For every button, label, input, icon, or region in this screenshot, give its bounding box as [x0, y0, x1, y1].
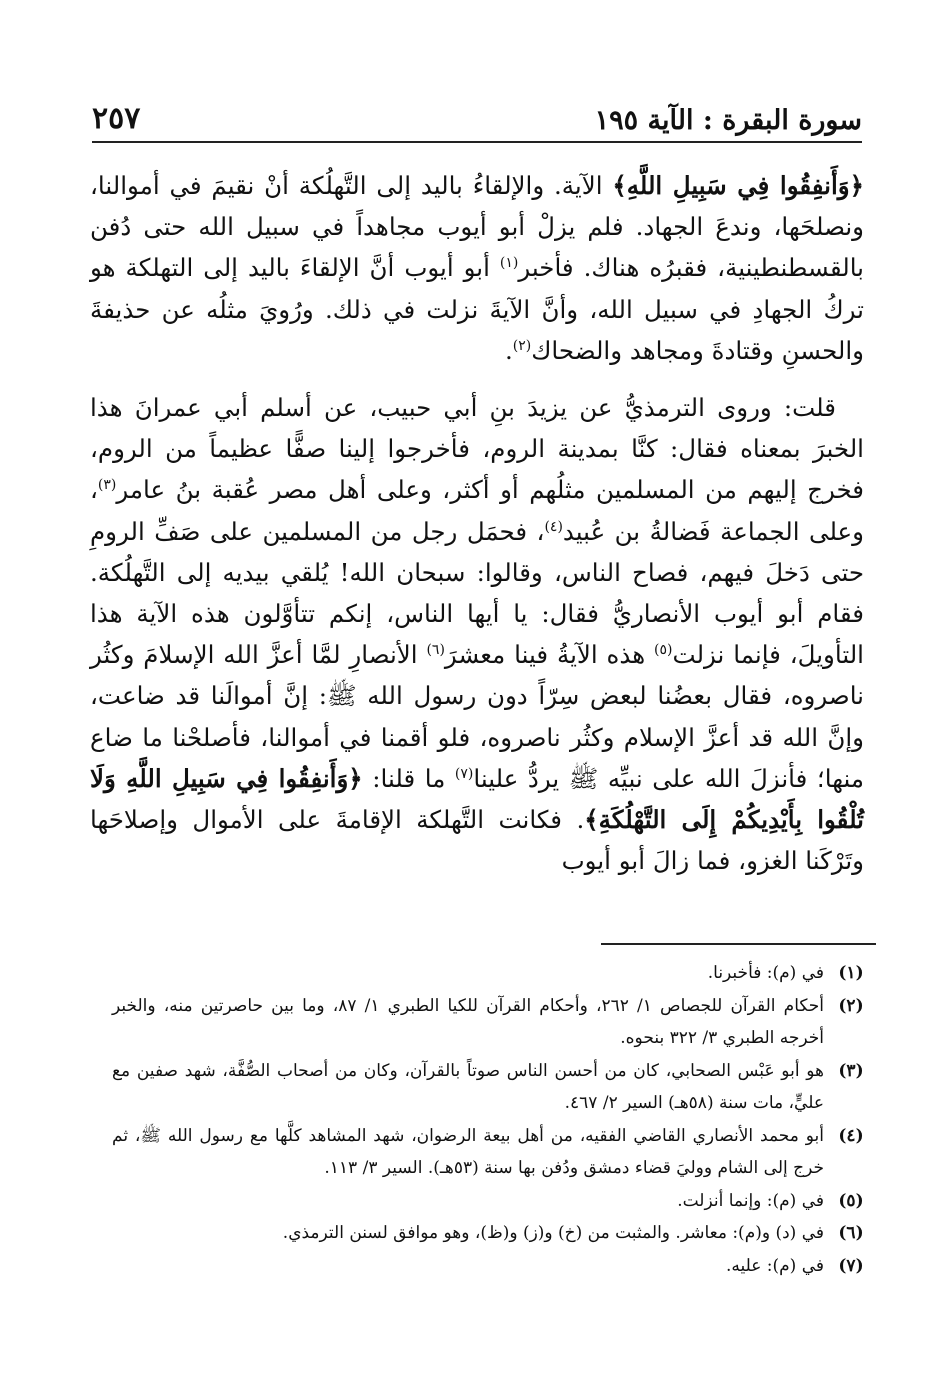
footnote-marker: (٤) — [544, 518, 563, 535]
quran-verse: ﴿وَأَنفِقُوا فِي سَبِيلِ اللَّهِ وَلَا تُلْقُوا بِأَيْدِيكُمْ إِلَى التَّهْلُكَةِ﴾ — [90, 763, 865, 835]
footnote-marker: (٦) — [426, 642, 445, 659]
footnote-divider — [601, 943, 876, 945]
footnote-marker: (٧) — [454, 765, 474, 782]
text-segment: ما قلنا: — [362, 763, 455, 793]
footnote-text: هو أبو عَبْس الصحابي، كان من أحسن الناس صوتاً بالقرآن، وكان من أصحاب الصُّفَّة، شهد صفين مع عليٍّ، مات سنة (٥٨هـ) السير ٢/ ٤٦٧. — [112, 1060, 824, 1113]
header-divider — [92, 141, 862, 143]
footnote-text: أبو محمد الأنصاري القاضي الفقيه، من أهل بيعة الرضوان، شهد المشاهد كلَّها مع رسول الله ﷺ، ثم خرج إلى الشام ووليَ قضاء دمشق ودُفن بها سنة (٥٣هـ). السير ٣/ ١١٣. — [112, 1125, 824, 1178]
text-segment: ، وعلى الجماعة فَضالةُ بن عُبيد — [90, 475, 865, 546]
main-text — [90, 165, 864, 881]
text-segment: الأنصارِ لمَّا أعزَّ الله الإسلامَ وكثُر ناصروه، فقال بعضُنا لبعض سِرّاً دون رسول الله ﷺ: إنَّ أموالَنا قد ضاعت، وإنَّ الله قد أعزَّ الإسلام وكثُر ناصروه، فلو أقمنا في أموالنا، فأصلحْنا ما ضاع منها؛ فأنزلَ الله على نبيِّه ﷺ يردُّ علينا — [90, 640, 864, 793]
text-segment: قلت: وروى الترمذيُّ عن يزيدَ بنِ أبي حبيب، عن أسلم أبي عمرانَ هذا الخبرَ بمعناه فقال: كنَّا بمدينة الروم، فأخرجوا إلينا صفًّا عظيماً من الروم، فخرج إليهم من المسلمين مثلُهم أو أكثر، وعلى أهل مصر عُقبة بنُ عامر — [90, 393, 864, 505]
footnote-item — [112, 1120, 878, 1185]
footnote-number: (٥) — [838, 1190, 864, 1211]
footnote-number: (١) — [838, 963, 864, 983]
paragraph-1 — [90, 165, 864, 371]
page-header — [92, 92, 862, 136]
quran-verse: ﴿وَأَنفِقُوا فِي سَبِيلِ اللَّهِ﴾ — [612, 171, 864, 200]
paragraph-2 — [90, 387, 864, 881]
footnote-text: في (م): عليه. — [725, 1255, 824, 1276]
footnote-text: في (م): فأخبرنا. — [707, 963, 824, 983]
text-segment: الآية. والإلقاءُ باليد إلى التَّهلُكة أنْ نقيمَ في أموالنا، ونصلحَها، وندعَ الجهاد. فلم يزلْ أبو أيوب مجاهداً في سبيل الله حتى دُفن بالقسطنطينية، فقبرُه هناك. فأخبر — [90, 171, 864, 283]
footnote-item — [112, 1217, 878, 1250]
footnote-item — [112, 990, 878, 1055]
footnote-item — [112, 1055, 878, 1120]
footnote-marker: (٢) — [512, 337, 532, 354]
footnote-item — [112, 957, 878, 990]
footnote-number: (٦) — [838, 1223, 864, 1243]
footnote-text: في (م): وإنما أنزلت. — [677, 1190, 824, 1211]
footnote-number: (٣) — [838, 1060, 864, 1081]
text-segment: أبو أيوب أنَّ الإلقاءَ باليد إلى التهلكة هو تركُ الجهادِ في سبيل الله، وأنَّ الآيةَ نزلت في ذلك. ورُويَ مثلُه عن حذيفةَ والحسنِ وقتادةَ ومجاهد والضحاك — [90, 253, 864, 365]
text-segment: . فكانت التَّهلكة الإقامةَ على الأموال وإصلاحَها وتَرْكَنا الغزو، فما زالَ أبو أيوب — [90, 805, 864, 876]
footnote-marker: (٥) — [654, 642, 673, 659]
footnotes — [112, 957, 878, 1282]
footnote-item — [112, 1250, 878, 1283]
footnote-number: (٤) — [838, 1125, 864, 1146]
footnote-item — [112, 1185, 878, 1218]
text-segment: . — [504, 335, 513, 365]
footnote-number: (٧) — [838, 1255, 864, 1276]
page-number: ٢٥٧ — [92, 101, 141, 136]
footnote-marker: (١) — [499, 255, 519, 272]
text-segment: هذه الآيةُ فينا معشرَ — [444, 640, 655, 670]
footnote-number: (٢) — [838, 995, 864, 1016]
footnote-text: أحكام القرآن للجصاص ١/ ٢٦٢، وأحكام القرآن للكيا الطبري ١/ ٨٧، وما بين حاصرتين منه، والخبر أخرجه الطبري ٣/ ٣٢٢ بنحوه. — [112, 995, 824, 1048]
footnote-marker: (٣) — [97, 477, 117, 494]
text-segment: ، فحمَل رجل من المسلمين على صَفِّ الرومِ حتى دَخلَ فيهم، فصاح الناس، وقالوا: سبحان الله! يُلقي بيديه إلى التَّهلُكة. فقام أبو أيوب الأنصاريُّ فقال: يا أيها الناس، إنكم تتأوَّلون هذه الآية هذا التأويلَ، فإنما نزلت — [90, 516, 864, 670]
surah-title: سورة البقرة : الآية ١٩٥ — [594, 105, 862, 136]
footnote-text: في (د) و(م): معاشر. والمثبت من (خ) و(ز) و(ظ)، وهو موافق لسنن الترمذي. — [282, 1223, 824, 1243]
